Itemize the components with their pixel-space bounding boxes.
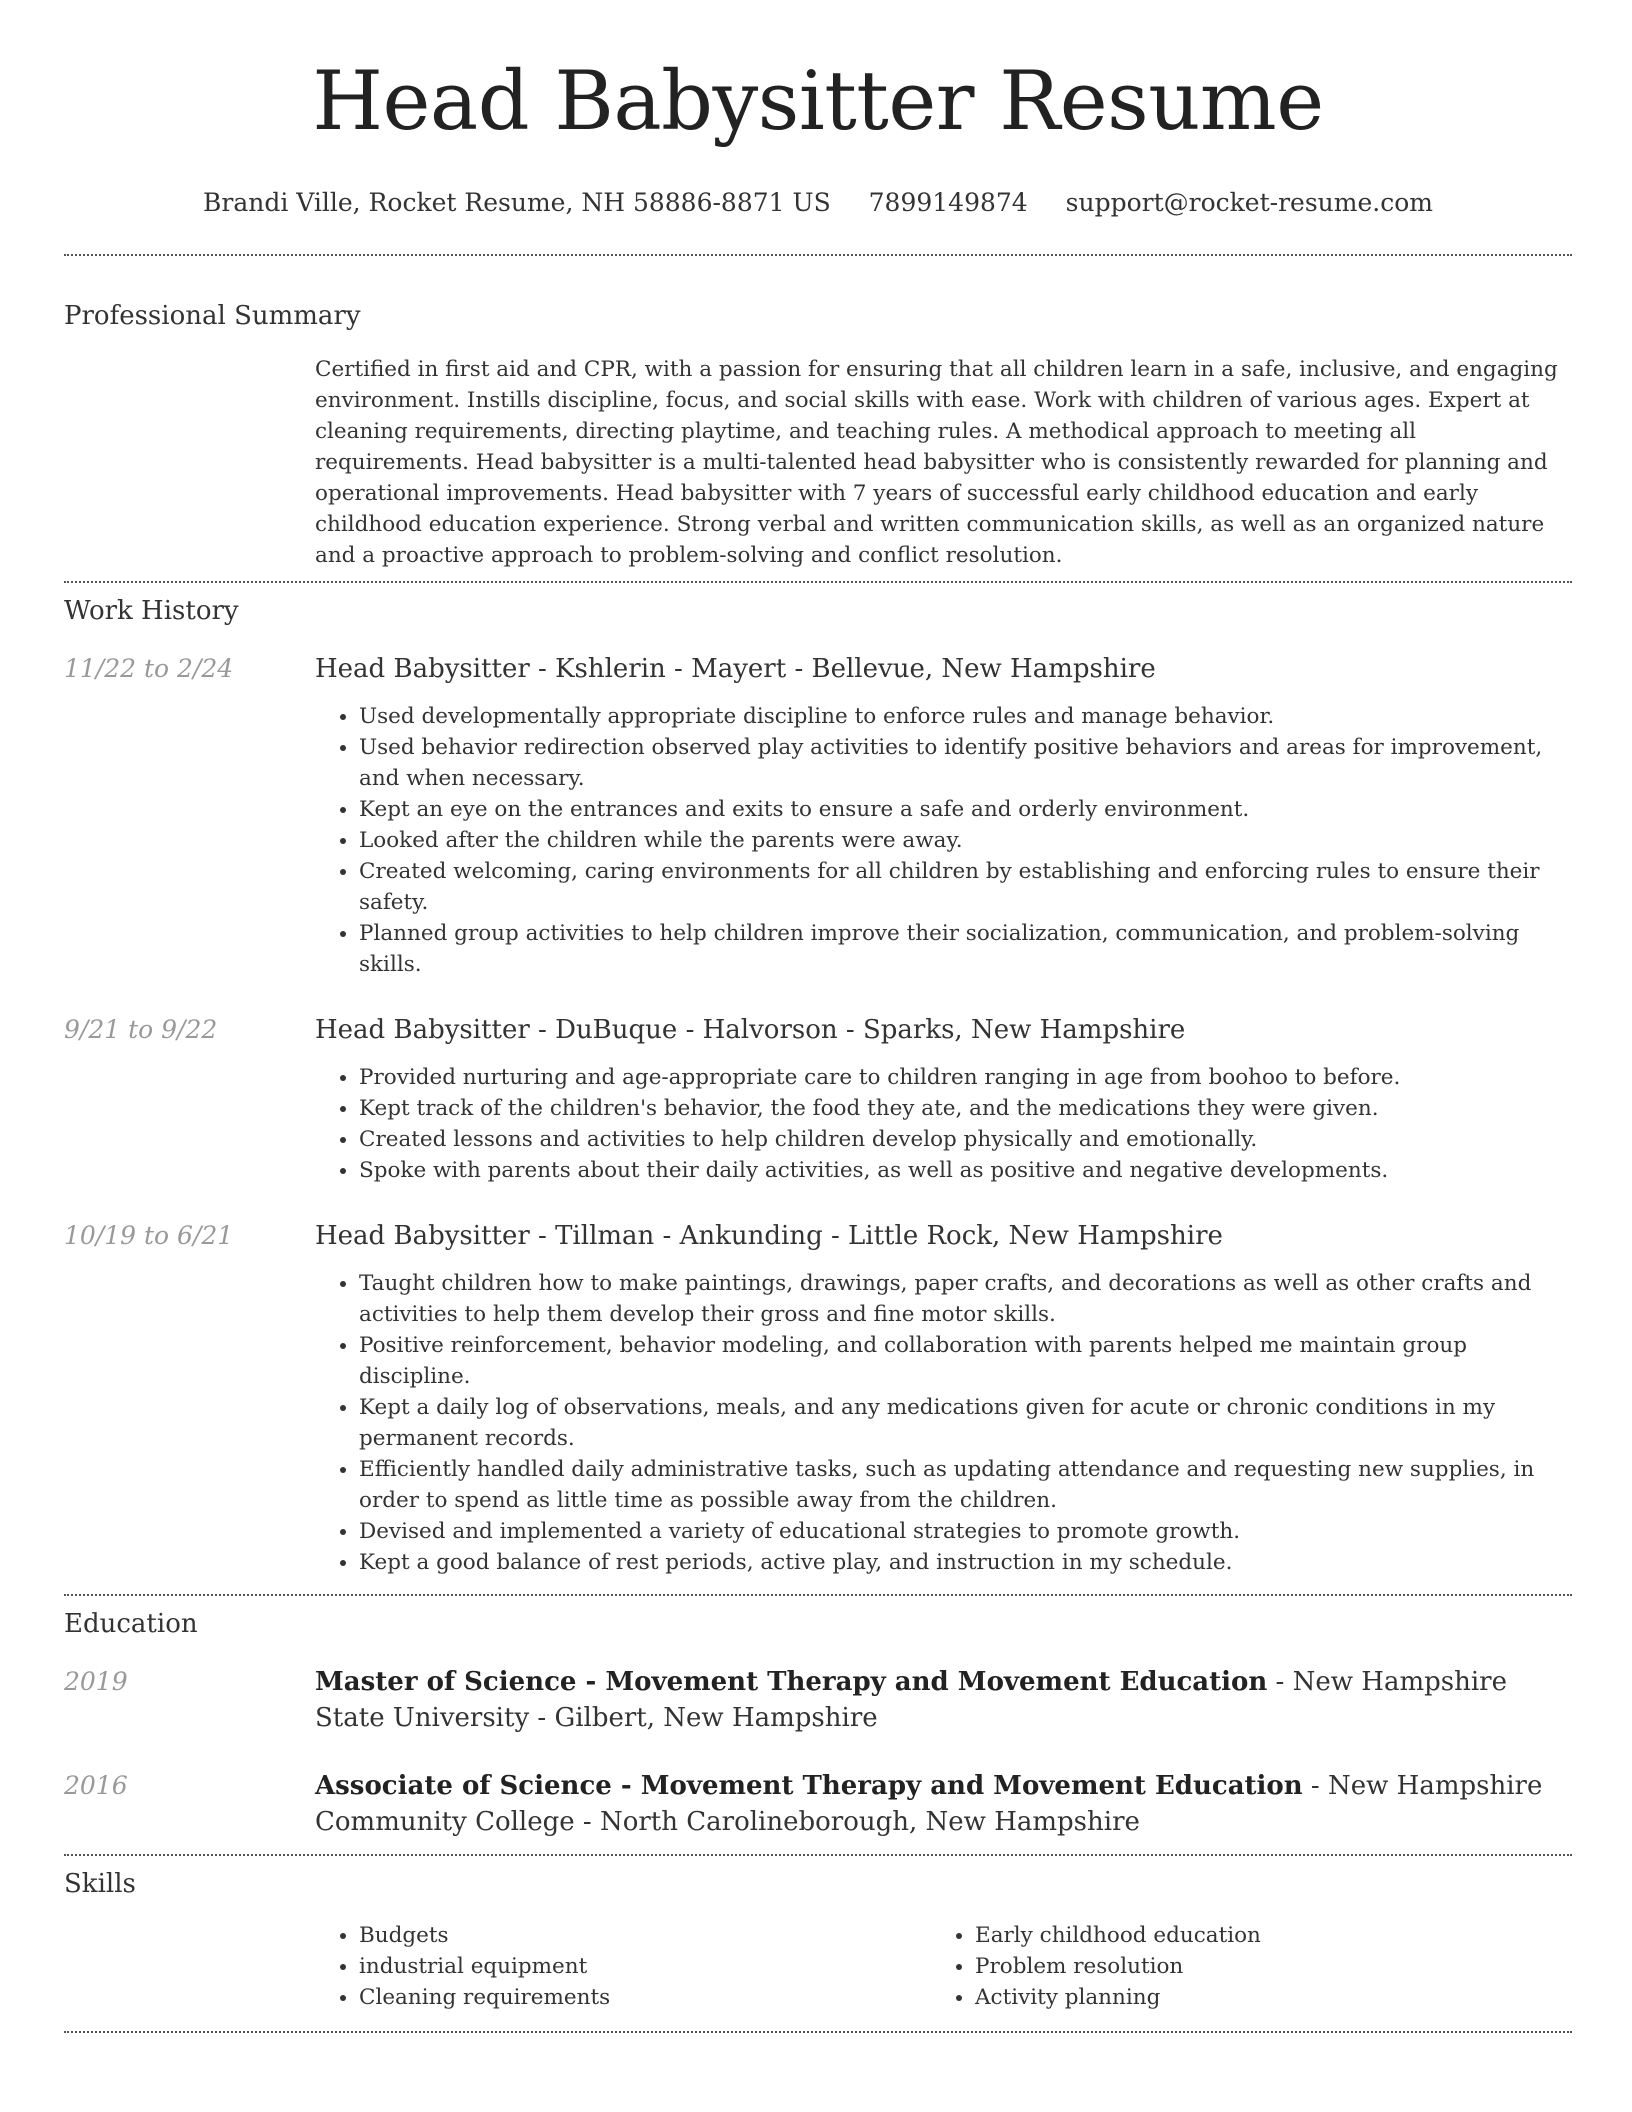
skill-item: • Early childhood education: [975, 1920, 1547, 1951]
education-school: - New Hampshire State University - Gilbert, New Hampshire: [315, 1667, 1507, 1733]
list-item: • Planned group activities to help children improve their socialization, communication, and problem-solving skills.: [359, 918, 1572, 980]
summary-text: Certified in first aid and CPR, with a passion for ensuring that all children learn in a safe, inclusive, and engaging environment. Instills discipline, focus, and social skills with ease. Work with children of various ages. Expert at cleaning requirements, directing playtime, and teaching rules. A methodical approach to meeting all requirements. Head babysitter is a multi-talented head babysitter who is consistently rewarded for planning and operational improvements. Head babysitter with 7 years of successful early childhood education and early childhood education experience. Strong verbal and written communication skills, as well as an organized nature and a proactive approach to problem-solving and conflict resolution.: [315, 357, 1558, 568]
list-item: • Positive reinforcement, behavior modeling, and collaboration with parents helped me maintain group discipline.: [359, 1330, 1572, 1392]
list-item: • Created lessons and activities to help children develop physically and emotionally.: [359, 1124, 1572, 1155]
divider: [64, 1594, 1572, 1596]
education-year: 2016: [64, 1771, 128, 1800]
skill-item: • Cleaning requirements: [359, 1982, 931, 2013]
list-item: • Provided nurturing and age-appropriate care to children ranging in age from boohoo to before.: [359, 1062, 1572, 1093]
job-dates: 9/21 to 9/22: [64, 1015, 218, 1044]
list-item: • Kept a daily log of observations, meals, and any medications given for acute or chronic conditions in my permanent records.: [359, 1392, 1572, 1454]
job-bullets: [315, 1268, 1572, 1578]
skill-item: • industrial equipment: [359, 1951, 931, 1982]
divider: [64, 581, 1572, 583]
job-title: Head Babysitter - Kshlerin - Mayert - Bellevue, New Hampshire: [315, 654, 1156, 684]
education-school: - New Hampshire Community College - North Carolineborough, New Hampshire: [315, 1771, 1543, 1837]
divider: [64, 254, 1572, 256]
job-title: Head Babysitter - DuBuque - Halvorson - Sparks, New Hampshire: [315, 1015, 1186, 1045]
skill-item: • Budgets: [359, 1920, 931, 1951]
list-item: • Spoke with parents about their daily activities, as well as positive and negative developments.: [359, 1155, 1572, 1186]
contact-phone: 7899149874: [868, 188, 1028, 217]
divider: [64, 2031, 1572, 2033]
job-bullets: [315, 701, 1572, 980]
section-title-work: Work History: [64, 596, 239, 626]
list-item: • Efficiently handled daily administrative tasks, such as updating attendance and requesting new supplies, in order to spend as little time as possible away from the children.: [359, 1454, 1572, 1516]
skills-list: [315, 1920, 1572, 2013]
section-title-education: Education: [64, 1609, 198, 1639]
skill-item: • Problem resolution: [975, 1951, 1547, 1982]
list-item: • Taught children how to make paintings, drawings, paper crafts, and decorations as well as other crafts and activities to help them develop their gross and fine motor skills.: [359, 1268, 1572, 1330]
job-bullets: [315, 1062, 1572, 1186]
job-dates: 10/19 to 6/21: [64, 1221, 234, 1250]
education-details: [315, 1664, 1572, 1736]
list-item: • Used behavior redirection observed play activities to identify positive behaviors and areas for improvement, and when necessary.: [359, 732, 1572, 794]
section-title-skills: Skills: [64, 1869, 136, 1899]
list-item: • Kept a good balance of rest periods, active play, and instruction in my schedule.: [359, 1547, 1572, 1578]
skills-column: [315, 1920, 931, 2013]
education-year: 2019: [64, 1667, 128, 1696]
contact-address: Brandi Ville, Rocket Resume, NH 58886-8871 US: [203, 188, 831, 217]
job-dates: 11/22 to 2/24: [64, 654, 234, 683]
divider: [64, 1854, 1572, 1856]
skills-column: [931, 1920, 1547, 2013]
job-entry: [64, 651, 1572, 980]
skill-item: • Activity planning: [975, 1982, 1547, 2013]
education-entry: [64, 1768, 1572, 1840]
job-entry: [64, 1218, 1572, 1578]
skills-row: [64, 1920, 1572, 2013]
section-title-summary: Professional Summary: [64, 301, 361, 331]
summary-row: [64, 354, 1572, 571]
education-entry: [64, 1664, 1572, 1736]
education-details: [315, 1768, 1572, 1840]
education-degree: Master of Science - Movement Therapy and Movement Education: [315, 1667, 1268, 1697]
contact-email: support@rocket-resume.com: [1065, 188, 1433, 217]
job-entry: [64, 1012, 1572, 1186]
list-item: • Devised and implemented a variety of educational strategies to promote growth.: [359, 1516, 1572, 1547]
resume-page: [64, 0, 1572, 2033]
contact-line: [64, 186, 1572, 220]
list-item: • Used developmentally appropriate discipline to enforce rules and manage behavior.: [359, 701, 1572, 732]
list-item: • Kept an eye on the entrances and exits to ensure a safe and orderly environment.: [359, 794, 1572, 825]
list-item: • Kept track of the children's behavior, the food they ate, and the medications they were given.: [359, 1093, 1572, 1124]
list-item: • Looked after the children while the parents were away.: [359, 825, 1572, 856]
job-title: Head Babysitter - Tillman - Ankunding - Little Rock, New Hampshire: [315, 1221, 1223, 1251]
education-degree: Associate of Science - Movement Therapy and Movement Education: [315, 1771, 1303, 1801]
list-item: • Created welcoming, caring environments for all children by establishing and enforcing rules to ensure their safety.: [359, 856, 1572, 918]
page-title: Head Babysitter Resume: [312, 55, 1324, 149]
